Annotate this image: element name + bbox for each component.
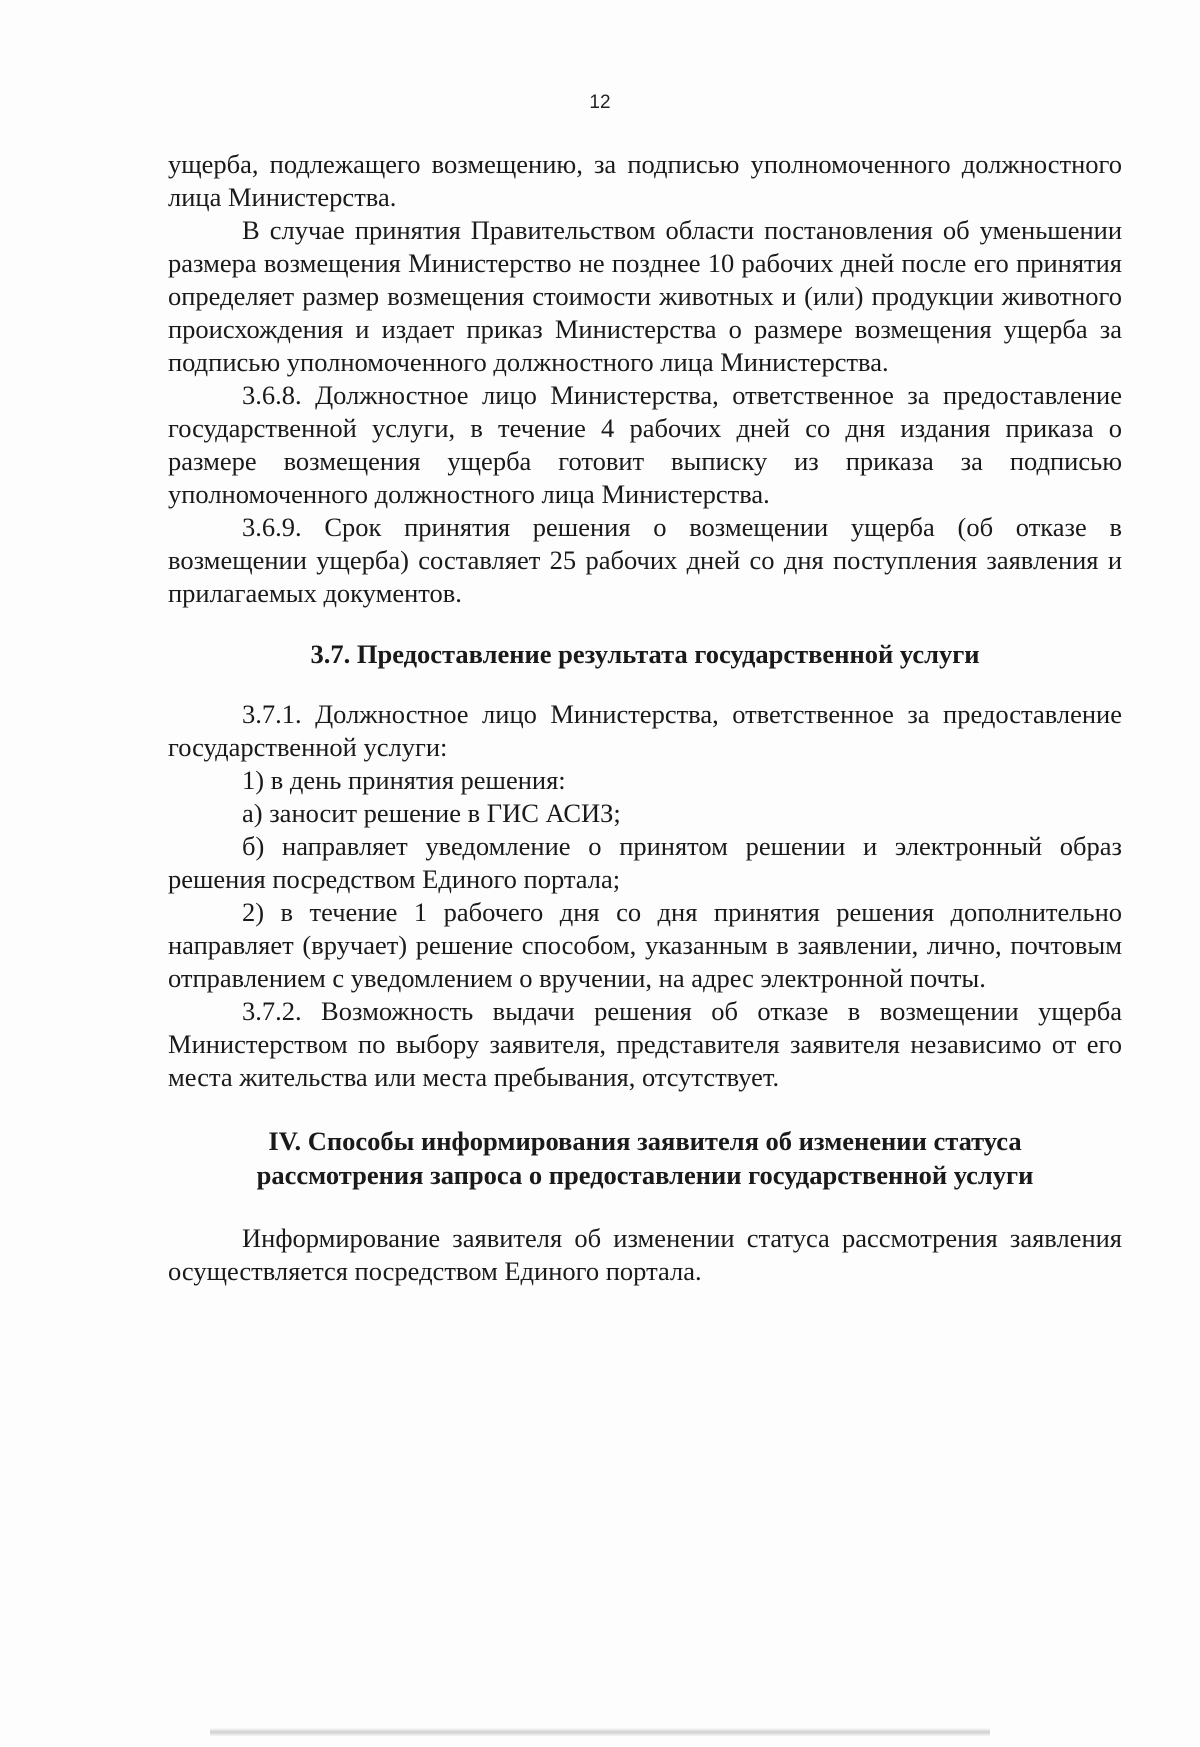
paragraph-continuation: ущерба, подлежащего возмещению, за подписью уполномоченного должностного лица Министерства.	[168, 149, 1122, 212]
section-heading-iv-line2: рассмотрения запроса о предоставлении государственной услуги	[256, 1160, 1034, 1190]
page-number: 12	[589, 92, 611, 113]
section-heading-iv	[168, 1124, 1122, 1192]
paragraph-3-7-2: 3.7.2. Возможность выдачи решения об отказе в возмещении ущерба Министерством по выбору заявителя, представителя заявителя независимо от его места жительства или места пребывания, отсутствует.	[168, 996, 1122, 1092]
paragraph-3-6-8: 3.6.8. Должностное лицо Министерства, ответственное за предоставление государственной услуги, в течение 4 рабочих дней со дня издания приказа о размере возмещения ущерба готовит выписку из приказа за подписью уполномоченного должностного лица Министерства.	[168, 380, 1122, 509]
section-heading-3-7: 3.7. Предоставление результата государственной услуги	[310, 639, 980, 669]
list-item-a: а) заносит решение в ГИС АСИЗ;	[242, 798, 621, 828]
paragraph-reduction-case: В случае принятия Правительством области постановления об уменьшении размера возмещения Министерство не позднее 10 рабочих дней после его принятия определяет размер возмещения стоимости животных и (или) продукции животного происхождения и издает приказ Министерства о размере возмещения ущерба за подписью уполномоченного должностного лица Министерства.	[168, 215, 1122, 377]
section-heading-iv-line1: IV. Способы информирования заявителя об изменении статуса	[268, 1126, 1022, 1156]
paragraph-3-7-1: 3.7.1. Должностное лицо Министерства, ответственное за предоставление государственной услуги:	[168, 699, 1122, 762]
list-item-1: 1) в день принятия решения:	[242, 765, 566, 795]
list-item-b: б) направляет уведомление о принятом решении и электронный образ решения посредством Единого портала;	[168, 831, 1122, 894]
document-body	[168, 148, 1122, 1288]
paragraph-informing: Информирование заявителя об изменении статуса рассмотрения заявления осуществляется посредством Единого портала.	[168, 1223, 1122, 1286]
scan-artifact	[210, 1728, 990, 1736]
paragraph-3-6-9: 3.6.9. Срок принятия решения о возмещении ущерба (об отказе в возмещении ущерба) составляет 25 рабочих дней со дня поступления заявления и прилагаемых документов.	[168, 512, 1122, 608]
list-item-2: 2) в течение 1 рабочего дня со дня принятия решения дополнительно направляет (вручает) решение способом, указанным в заявлении, лично, почтовым отправлением с уведомлением о вручении, на адрес электронной почты.	[168, 897, 1122, 993]
